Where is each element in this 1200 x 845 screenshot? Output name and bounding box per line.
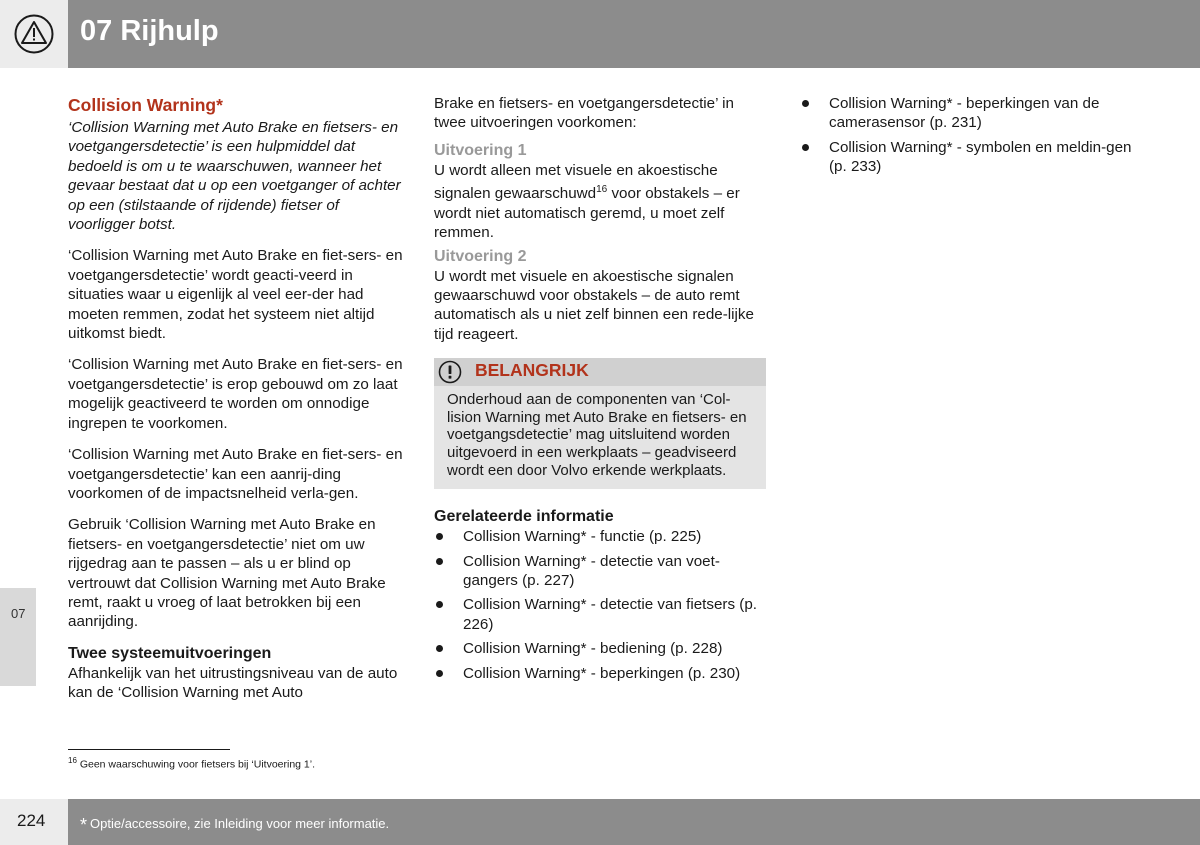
page-number: 224 xyxy=(17,811,46,830)
page-number-box xyxy=(0,799,68,845)
related-list-continued xyxy=(800,94,1135,177)
related-link[interactable]: Collision Warning* - bediening (p. 228) xyxy=(434,639,770,658)
chapter-title: 07 Rijhulp xyxy=(80,15,219,47)
version-1-text-part: U wordt alleen met visuele en akoestische signalen gewaarschuwd xyxy=(434,161,718,203)
exclamation-icon xyxy=(438,360,462,384)
paragraph: Gebruik ‘Collision Warning met Auto Brake en fietsers- en voetgangersdetectie’ niet om uw rijgedrag aan te passen – als u er blind op vertrouwt dat Collision Warning met Auto Brake remt, raakt u vroeg of laat betrokken bij een aanrijding. xyxy=(68,516,386,631)
important-header xyxy=(434,358,766,386)
page-footer xyxy=(0,799,1200,845)
column-3 xyxy=(800,94,1135,182)
version-2-text: U wordt met visuele en akoestische signalen gewaarschuwd voor obstakels – de auto remt automatisch als u niet zelf binnen een rede-lijke tijd reageert. xyxy=(434,267,754,343)
paragraph: Brake en fietsers- en voetgangersdetectie’ in twee uitvoeringen voorkomen: xyxy=(434,95,734,132)
related-link[interactable]: Collision Warning* - symbolen en meldin-gen (p. 233) xyxy=(800,138,1135,177)
related-link[interactable]: Collision Warning* - detectie van voet-gangers (p. 227) xyxy=(434,552,770,591)
footer-note-text: Optie/accessoire, zie Inleiding voor meer informatie. xyxy=(90,816,390,831)
asterisk-marker: * xyxy=(80,815,88,835)
footnote-divider xyxy=(68,749,230,750)
section-title: Collision Warning* xyxy=(68,95,223,115)
footer-note xyxy=(80,815,389,836)
version-1-title: Uitvoering 1 xyxy=(434,141,527,159)
paragraph: ‘Collision Warning met Auto Brake en fiet-sers- en voetgangersdetectie’ is erop gebouwd om zo laat mogelijk geactiveerd te worden om onnodige ingrepen te voorkomen. xyxy=(68,356,403,432)
footnote-text: Geen waarschuwing voor fietsers bij ‘Uitvoering 1’. xyxy=(79,758,316,771)
important-title: BELANGRIJK xyxy=(475,360,589,381)
version-1-text xyxy=(434,161,770,243)
related-link[interactable]: Collision Warning* - beperkingen (p. 230) xyxy=(434,664,770,683)
warning-triangle-icon xyxy=(14,14,54,54)
intro-paragraph: ‘Collision Warning met Auto Brake en fietsers- en voetgangersdetectie’ is een hulpmiddel dat bedoeld is om u te waarschuwen, wanneer het gevaar bestaat dat u op een voetganger of achter op een (stilstaande of rijdende) fietser of voorligger botst. xyxy=(68,119,401,234)
footnote-number: 16 xyxy=(68,756,77,765)
header-icon-box xyxy=(0,0,68,68)
footnote-reference: 16 xyxy=(596,184,608,196)
paragraph: ‘Collision Warning met Auto Brake en fiet-sers- en voetgangersdetectie’ wordt geacti-veerd in situaties waar u eigenlijk al veel eer-der had moeten remmen, zodat het systeem niet altijd uitkomst biedt. xyxy=(68,247,403,343)
important-box xyxy=(434,358,766,489)
paragraph: Afhankelijk van het uitrustingsniveau van de auto kan de ‘Collision Warning met Auto xyxy=(68,664,398,702)
version-2-title: Uitvoering 2 xyxy=(434,247,527,265)
version-1-text-part: voor obstakels – er wordt niet automatisch geremd, u moet zelf remmen. xyxy=(434,185,740,242)
column-2 xyxy=(434,94,770,688)
important-text: Onderhoud aan de componenten van ‘Col-lision Warning met Auto Brake en fietsers- en voetgangsdetectie’ mag uitsluitend worden uitgevoerd in een werkplaats – geadviseerd wordt een door Volvo erkende werkplaats. xyxy=(447,391,747,479)
column-1 xyxy=(68,94,408,715)
side-tab-label: 07 xyxy=(11,606,26,621)
footnote xyxy=(68,756,315,771)
related-list xyxy=(434,527,770,683)
related-info-title: Gerelateerde informatie xyxy=(434,508,614,526)
related-link[interactable]: Collision Warning* - beperkingen van de camerasensor (p. 231) xyxy=(800,94,1135,133)
related-link[interactable]: Collision Warning* - functie (p. 225) xyxy=(434,527,770,546)
chapter-side-tab xyxy=(0,588,36,686)
related-link[interactable]: Collision Warning* - detectie van fietsers (p. 226) xyxy=(434,595,770,634)
paragraph: ‘Collision Warning met Auto Brake en fiet-sers- en voetgangersdetectie’ kan een aanrij-ding voorkomen of de impactsnelheid verla-gen. xyxy=(68,446,403,502)
page-header xyxy=(0,0,1200,68)
subheading-system-versions: Twee systeemuitvoeringen xyxy=(68,644,272,662)
